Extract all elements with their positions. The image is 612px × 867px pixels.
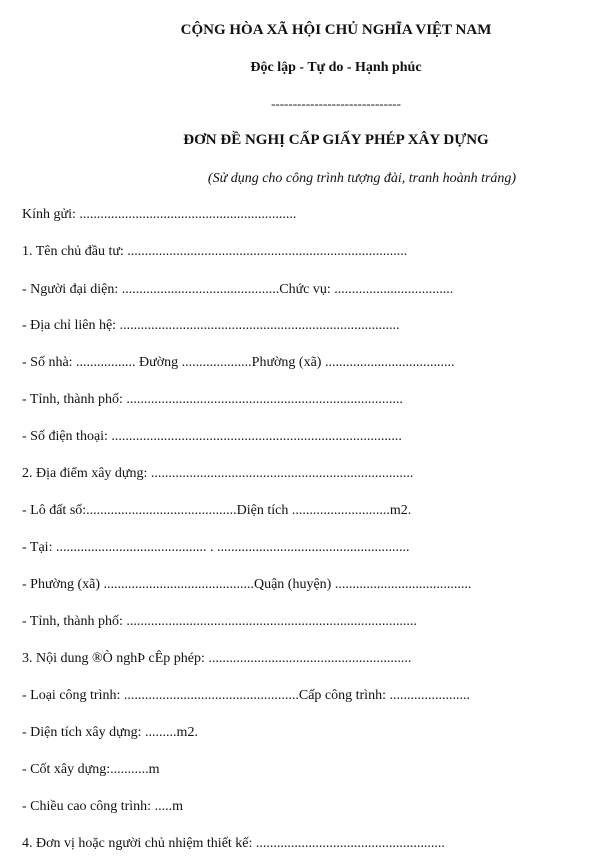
design-unit-line: 4. Đơn vị hoặc người chủ nhiệm thiết kế: ...................................................... bbox=[22, 836, 445, 851]
province-city-line: - Tỉnh, thành phố: ............................................................................... bbox=[22, 392, 403, 407]
investor-name-line: 1. Tên chủ đầu tư: ................................................................................ bbox=[22, 244, 408, 259]
permit-content-line: 3. Nội dung ®Ò nghÞ cÊp phép: .......................................................... bbox=[22, 651, 412, 666]
representative-line: - Người đại diện: .............................................Chức vụ: .................................. bbox=[22, 282, 454, 297]
motto-heading: Độc lập - Tự do - Hạnh phúc bbox=[250, 60, 422, 75]
location-line: - Tại: ........................................... . ....................................................... bbox=[22, 540, 410, 555]
contact-address-line: - Địa chỉ liên hệ: ................................................................................ bbox=[22, 318, 400, 333]
header-divider: ------------------------------ bbox=[271, 96, 401, 111]
house-street-ward-line: - Số nhà: ................. Đường ....................Phường (xã) ..................................... bbox=[22, 355, 455, 370]
document-subtitle: (Sử dụng cho công trình tượng đài, tranh hoành tráng) bbox=[207, 171, 517, 186]
construction-site-line: 2. Địa điểm xây dựng: ........................................................................... bbox=[22, 466, 414, 481]
construction-level-line: - Cốt xây dựng:...........m bbox=[22, 762, 160, 777]
site-province-line: - Tỉnh, thành phố: ................................................................................... bbox=[22, 614, 417, 629]
building-area-line: - Diện tích xây dựng: .........m2. bbox=[22, 725, 198, 740]
recipient-line: Kính gửi: .............................................................. bbox=[22, 207, 297, 222]
nation-heading: CỘNG HÒA XÃ HỘI CHỦ NGHĨA VIỆT NAM bbox=[180, 22, 492, 38]
lot-area-line: - Lô đất số:...........................................Diện tích ............................m2. bbox=[22, 503, 412, 518]
building-height-line: - Chiều cao công trình: .....m bbox=[22, 799, 183, 814]
document-title: ĐƠN ĐỀ NGHỊ CẤP GIẤY PHÉP XÂY DỰNG bbox=[183, 132, 489, 148]
ward-district-line: - Phường (xã) ...........................................Quận (huyện) ....................................... bbox=[22, 577, 472, 592]
work-type-grade-line: - Loại công trình: ..................................................Cấp công trình: ....................... bbox=[22, 688, 470, 703]
phone-line: - Số điện thoại: ................................................................................... bbox=[22, 429, 402, 444]
